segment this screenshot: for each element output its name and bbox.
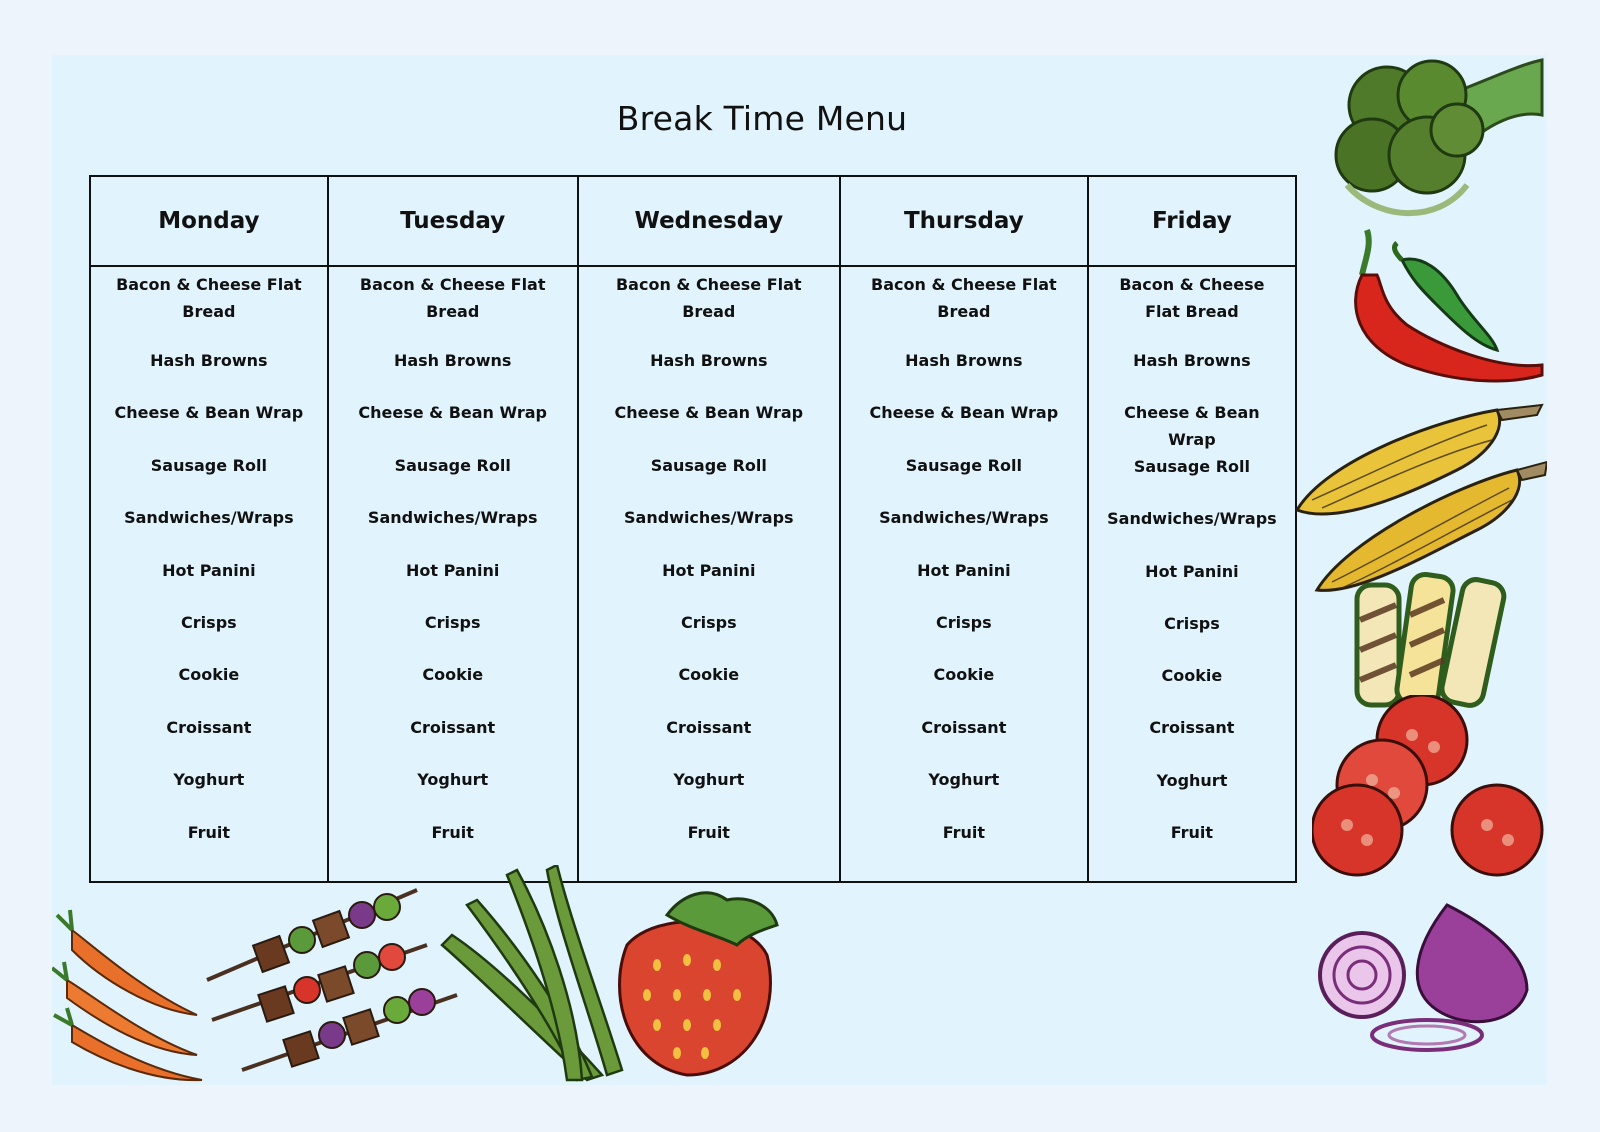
menu-item [91, 271, 327, 347]
menu-item-label: Sandwiches/Wraps [124, 508, 294, 528]
menu-item-label: Hot Panini [662, 560, 756, 580]
menu-item [579, 557, 839, 609]
day-header-monday: Monday [90, 176, 328, 266]
menu-item-label: Croissant [666, 717, 752, 737]
menu-item-label: Sandwiches/Wraps [624, 508, 794, 528]
menu-item [329, 661, 577, 713]
menu-item-label: Cheese & Bean Wrap [114, 403, 304, 423]
menu-item [91, 609, 327, 661]
menu-item-label: Crisps [181, 613, 237, 633]
menu-item [1089, 453, 1295, 505]
menu-item [1089, 505, 1295, 557]
menu-item-label: Bacon & Cheese Flat Bread [359, 275, 546, 321]
menu-item-label: Yoghurt [673, 770, 745, 790]
menu-item-label: Yoghurt [173, 770, 245, 790]
day-column-tuesday [328, 266, 578, 882]
menu-item [91, 347, 327, 399]
menu-item-label: Cheese & Bean Wrap [869, 403, 1059, 423]
menu-item [841, 452, 1087, 504]
menu-item [91, 714, 327, 766]
menu-item [329, 714, 577, 766]
menu-item [841, 609, 1087, 661]
menu-item-label: Cookie [422, 665, 484, 685]
menu-item-label: Sausage Roll [394, 455, 511, 475]
menu-item-label: Hash Browns [650, 350, 768, 370]
menu-item [1089, 610, 1295, 662]
menu-item [1089, 767, 1295, 819]
menu-item [329, 766, 577, 818]
menu-item [579, 609, 839, 661]
menu-item [841, 557, 1087, 609]
menu-item [91, 766, 327, 818]
menu-item [841, 504, 1087, 556]
menu-item [841, 347, 1087, 399]
menu-item [841, 714, 1087, 766]
grilled-courgette-icon [1352, 565, 1512, 715]
menu-item [91, 452, 327, 504]
menu-item-label: Yoghurt [928, 770, 1000, 790]
day-header-thursday: Thursday [840, 176, 1088, 266]
menu-item [579, 819, 839, 871]
menu-item-label: Hot Panini [917, 560, 1011, 580]
menu-item [579, 661, 839, 713]
menu-item-label: Fruit [942, 822, 986, 842]
day-column-monday [90, 266, 328, 882]
carrots-icon [52, 890, 212, 1085]
menu-item [841, 819, 1087, 871]
tomato-slices-icon [1312, 695, 1547, 885]
menu-item-label: Yoghurt [1156, 770, 1228, 790]
day-column-thursday [840, 266, 1088, 882]
menu-item-label: Hash Browns [905, 350, 1023, 370]
menu-item [841, 766, 1087, 818]
menu-item [1089, 662, 1295, 714]
menu-item [841, 399, 1087, 451]
menu-item-label: Sausage Roll [650, 455, 767, 475]
broccoli-icon [1327, 55, 1547, 225]
menu-item-label: Bacon & Cheese Flat Bread [116, 275, 302, 321]
menu-item [1089, 558, 1295, 610]
menu-item-label: Croissant [166, 717, 252, 737]
items-row [90, 266, 1296, 882]
menu-item [579, 714, 839, 766]
menu-item-label: Sandwiches/Wraps [879, 508, 1049, 528]
menu-item-label: Hot Panini [1145, 561, 1239, 581]
menu-item-label: Cookie [178, 665, 240, 685]
menu-item-label: Hot Panini [405, 560, 500, 580]
menu-item-label: Sausage Roll [905, 455, 1022, 475]
menu-item-label: Crisps [424, 613, 481, 633]
menu-item-label: Croissant [921, 717, 1007, 737]
menu-item [841, 661, 1087, 713]
menu-item [329, 609, 577, 661]
chili-peppers-icon [1347, 225, 1547, 405]
menu-item-label: Sandwiches/Wraps [1107, 509, 1277, 529]
menu-item [329, 819, 577, 871]
menu-item-label: Bacon & Cheese Flat Bread [871, 275, 1057, 321]
menu-item [329, 399, 577, 451]
header-row [90, 176, 1296, 266]
menu-item-label: Croissant [1149, 718, 1235, 738]
menu-item-label: Fruit [431, 822, 474, 842]
page-title: Break Time Menu [616, 99, 908, 138]
menu-item-label: Hash Browns [150, 350, 268, 370]
menu-item [91, 504, 327, 556]
strawberry-icon [597, 885, 792, 1080]
menu-item-label: Cheese & Bean Wrap [1124, 403, 1260, 450]
menu-item [91, 819, 327, 871]
menu-item [329, 271, 577, 347]
menu-item [579, 504, 839, 556]
menu-item [1089, 714, 1295, 766]
menu-item-label: Hash Browns [1133, 350, 1251, 370]
menu-page [52, 55, 1547, 1085]
menu-item-label: Fruit [187, 822, 231, 842]
menu-item-label: Cookie [933, 665, 995, 685]
menu-item-label: Crisps [936, 613, 992, 633]
menu-item-label: Cheese & Bean Wrap [358, 403, 548, 423]
menu-item [1089, 399, 1295, 453]
menu-item-label: Bacon & Cheese Flat Bread [1119, 275, 1265, 321]
day-header-friday: Friday [1088, 176, 1296, 266]
menu-item-label: Fruit [1170, 822, 1214, 842]
menu-item [329, 504, 577, 556]
menu-item-label: Cookie [1161, 666, 1223, 686]
menu-item-label: Crisps [1164, 613, 1220, 633]
menu-item [1089, 347, 1295, 399]
menu-item-label: Sausage Roll [150, 455, 267, 475]
menu-item [329, 452, 577, 504]
menu-item-label: Hash Browns [393, 350, 512, 370]
menu-item [1089, 819, 1295, 871]
menu-item [579, 271, 839, 347]
menu-item [1089, 271, 1295, 347]
menu-item [91, 557, 327, 609]
menu-item-label: Sausage Roll [1133, 457, 1250, 477]
day-header-tuesday: Tuesday [328, 176, 578, 266]
menu-table [89, 175, 1297, 883]
day-column-wednesday [578, 266, 840, 882]
menu-item [579, 399, 839, 451]
onion-icon [1317, 900, 1547, 1060]
day-header-wednesday: Wednesday [578, 176, 840, 266]
menu-item-label: Crisps [680, 613, 737, 633]
menu-item [579, 452, 839, 504]
menu-item [579, 766, 839, 818]
menu-item-label: Bacon & Cheese Flat Bread [615, 275, 802, 321]
menu-item-label: Fruit [687, 822, 730, 842]
menu-item [91, 661, 327, 713]
kebab-skewers-icon [202, 885, 462, 1075]
day-column-friday [1088, 266, 1296, 882]
menu-item-label: Yoghurt [417, 770, 489, 790]
menu-item-label: Cheese & Bean Wrap [614, 403, 804, 423]
menu-item-label: Sandwiches/Wraps [367, 508, 538, 528]
menu-item [329, 347, 577, 399]
menu-item [329, 557, 577, 609]
menu-item-label: Hot Panini [162, 560, 256, 580]
menu-item [841, 271, 1087, 347]
menu-item [579, 347, 839, 399]
menu-item-label: Croissant [410, 717, 496, 737]
menu-item-label: Cookie [678, 665, 740, 685]
menu-item [91, 399, 327, 451]
